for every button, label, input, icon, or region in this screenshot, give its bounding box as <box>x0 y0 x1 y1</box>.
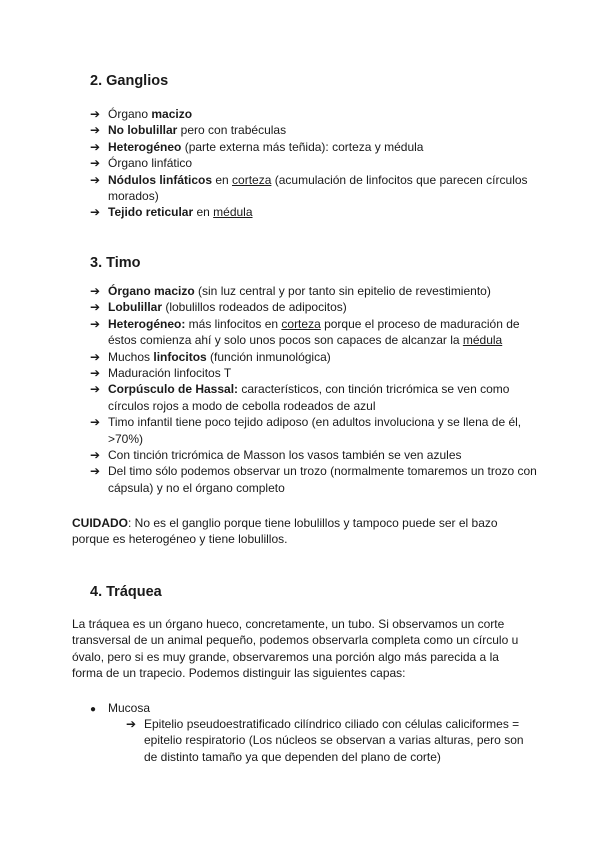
caution-paragraph: CUIDADO: No es el ganglio porque tiene lobulillos y tampoco puede ser el bazo porque es heterogéneo y tiene lobulillos. <box>72 516 498 547</box>
list-item: ➔ Muchos linfocitos (función inmunológica) <box>90 349 331 364</box>
mucosa-sub-list <box>126 716 526 765</box>
arrow-icon: ➔ <box>90 284 101 298</box>
list-item: ➔ Con tinción tricrómica de Masson los vasos también se ven azules <box>90 448 462 463</box>
arrow-icon: ➔ <box>90 448 101 463</box>
arrow-icon: ➔ <box>90 300 101 315</box>
list-item: ➔ Epitelio pseudoestratificado cilíndrico ciliado con células caliciformes = epitelio respiratorio (Los núcleos se observan a varias alturas, pero son de distinto tamaño ya que dependen del plano de corte) <box>126 717 524 764</box>
list-item: ➔ Órgano macizo <box>90 107 193 121</box>
section-title-timo: 3. Timo <box>90 255 141 271</box>
arrow-icon: ➔ <box>90 172 101 187</box>
list-item: ➔ Corpúsculo de Hassal: característicos, con tinción tricrómica se ven como círculos rojos a modo de cebolla rodeados de azul <box>90 382 510 413</box>
list-item: ➔ Timo infantil tiene poco tejido adiposo (en adultos involuciona y se llena de él, >70%) <box>90 415 522 446</box>
list-item: ➔ Lobulillar (lobulillos rodeados de adipocitos) <box>90 300 347 315</box>
list-item: ➔ Heterogéneo: más linfocitos en corteza porque el proceso de maduración de éstos comienza ahí y solo unos pocos son capaces de alcanzar la médula <box>90 316 520 348</box>
list-item-mucosa: ● Mucosa <box>90 700 150 718</box>
arrow-icon: ➔ <box>90 415 101 430</box>
arrow-icon: ➔ <box>90 366 101 381</box>
arrow-icon: ➔ <box>90 156 101 171</box>
traquea-intro: La tráquea es un órgano hueco, concretamente, un tubo. Si observamos un corte transversal de un animal pequeño, podemos observarla completa como un círculo u óvalo, pero si es muy grande, observaremos una porción algo más parecida a la forma de un trapecio. Podemos distinguir las siguientes capas: <box>72 617 519 681</box>
arrow-icon: ➔ <box>90 107 101 121</box>
arrow-icon: ➔ <box>90 139 101 154</box>
list-item: ➔ Nódulos linfáticos en corteza (acumulación de linfocitos que parecen círculos morados) <box>90 172 528 204</box>
arrow-icon: ➔ <box>90 316 101 331</box>
timo-list <box>90 283 540 496</box>
list-item: ➔ Tejido reticular en médula <box>90 205 253 220</box>
ganglios-list <box>90 106 540 221</box>
arrow-icon: ➔ <box>90 349 101 364</box>
list-item: ➔ Heterogéneo (parte externa más teñida): corteza y médula <box>90 139 424 154</box>
list-item: ➔ Órgano macizo (sin luz central y por tanto sin epitelio de revestimiento) <box>90 284 491 298</box>
list-item: ➔ Maduración linfocitos T <box>90 366 232 381</box>
list-item: ➔ Órgano linfático <box>90 156 193 171</box>
list-item: ➔ No lobulillar pero con trabéculas <box>90 123 287 138</box>
arrow-icon: ➔ <box>90 123 101 138</box>
arrow-icon: ➔ <box>90 205 101 220</box>
list-item: ➔ Del timo sólo podemos observar un trozo (normalmente tomaremos un trozo con cápsula) y no el órgano completo <box>90 464 537 495</box>
section-title-ganglios: 2. Ganglios <box>90 73 169 89</box>
arrow-icon: ➔ <box>126 717 137 731</box>
arrow-icon: ➔ <box>90 464 101 479</box>
arrow-icon: ➔ <box>90 382 101 397</box>
caution-label: CUIDADO <box>72 516 128 530</box>
bullet-icon: ● <box>90 704 97 715</box>
section-title-traquea: 4. Tráquea <box>90 584 162 600</box>
